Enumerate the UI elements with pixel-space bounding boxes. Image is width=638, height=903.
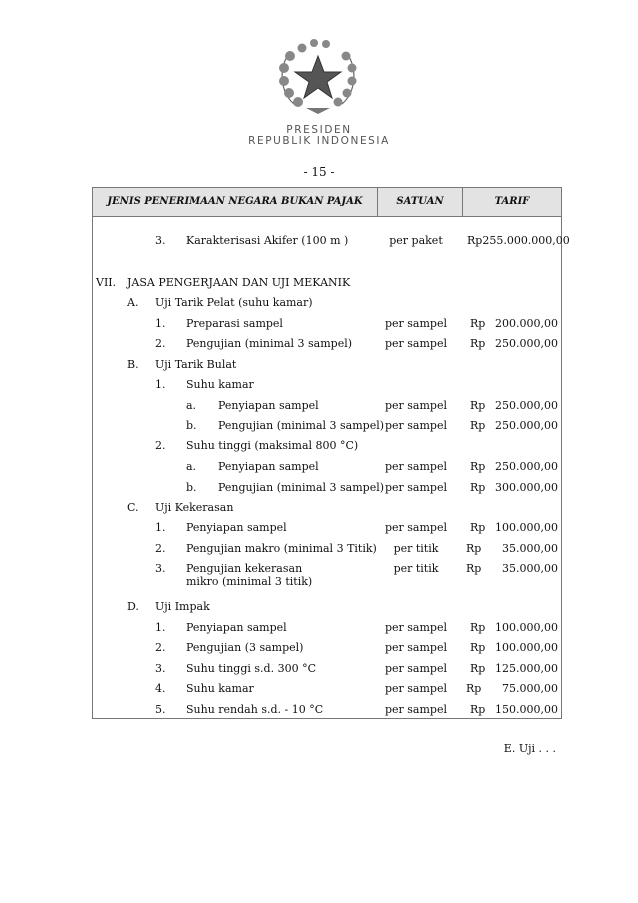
row-currency: Rp xyxy=(466,682,482,695)
header-presiden: PRESIDEN xyxy=(286,124,352,136)
subsection-letter: A. xyxy=(127,296,139,309)
row-currency: Rp xyxy=(470,419,486,432)
row-amount: 250.000,00 xyxy=(495,399,558,412)
row-currency: Rp xyxy=(466,542,482,555)
row-number: 1. xyxy=(155,521,166,534)
row-number: 3. xyxy=(155,662,166,675)
row-amount: 250.000,00 xyxy=(495,460,558,473)
row-amount: 200.000,00 xyxy=(495,317,558,330)
row-currency: Rp xyxy=(466,562,482,575)
row-label: Suhu kamar xyxy=(186,682,254,695)
row-number: 2. xyxy=(155,542,166,555)
row-number: 2. xyxy=(155,337,166,350)
row-satuan: per sampel xyxy=(384,521,447,534)
row-number: 2. xyxy=(155,439,166,452)
row-letter: a. xyxy=(186,460,197,473)
row-satuan: per titik xyxy=(393,562,439,575)
row-currency: Rp xyxy=(470,621,486,634)
column-header-jenis: JENIS PENERIMAAN NEGARA BUKAN PAJAK xyxy=(107,196,363,207)
row-satuan: per sampel xyxy=(384,460,447,473)
row-number: 4. xyxy=(155,682,166,695)
row-number: 5. xyxy=(155,703,166,716)
row-satuan: per titik xyxy=(393,542,439,555)
subsection-title: Uji Tarik Bulat xyxy=(155,358,237,371)
section-title: JASA PENGERJAAN DAN UJI MEKANIK xyxy=(127,276,351,289)
continuation-note: E. Uji . . . xyxy=(503,742,556,755)
row-label: Karakterisasi Akifer (100 m ) xyxy=(186,234,349,247)
row-amount: 150.000,00 xyxy=(495,703,558,716)
row-amount: 100.000,00 xyxy=(495,641,558,654)
row-label: Pengujian (minimal 3 sampel) xyxy=(218,419,385,432)
row-amount: 100.000,00 xyxy=(495,521,558,534)
row-number: 1. xyxy=(155,378,166,391)
row-currency: Rp xyxy=(470,337,486,350)
row-currency: Rp xyxy=(470,460,486,473)
row-letter: b. xyxy=(186,481,197,494)
row-amount: 100.000,00 xyxy=(495,621,558,634)
row-amount: 300.000,00 xyxy=(495,481,558,494)
row-number: 3. xyxy=(155,562,166,575)
column-header-tarif: TARIF xyxy=(494,196,530,207)
row-label: Penyiapan sampel xyxy=(218,460,319,473)
row-satuan: per sampel xyxy=(384,481,447,494)
row-currency: Rp xyxy=(470,662,486,675)
header-republik-indonesia: REPUBLIK INDONESIA xyxy=(248,135,390,147)
presiden-emblem-icon xyxy=(268,34,368,118)
row-satuan: per paket xyxy=(389,234,443,247)
section-number: VII. xyxy=(96,276,117,289)
row-label: Pengujian kekerasan mikro (minimal 3 titik) xyxy=(186,562,313,588)
row-satuan: per sampel xyxy=(384,703,447,716)
row-currency: Rp xyxy=(470,317,486,330)
row-amount: 75.000,00 xyxy=(502,682,558,695)
column-header-satuan: SATUAN xyxy=(396,196,444,207)
row-satuan: per sampel xyxy=(384,621,447,634)
row-satuan: per sampel xyxy=(384,682,447,695)
row-number: 3. xyxy=(155,234,166,247)
subsection-title: Uji Impak xyxy=(155,600,210,613)
table-header xyxy=(93,188,561,217)
row-amount: 125.000,00 xyxy=(495,662,558,675)
row-label: Pengujian (minimal 3 sampel) xyxy=(186,337,353,350)
row-label: Preparasi sampel xyxy=(186,317,283,330)
row-letter: b. xyxy=(186,419,197,432)
row-label: Pengujian makro (minimal 3 Titik) xyxy=(186,542,377,555)
row-currency: Rp xyxy=(470,641,486,654)
row-tarif: Rp255.000.000,00 xyxy=(467,234,570,247)
row-satuan: per sampel xyxy=(384,662,447,675)
star-icon xyxy=(295,56,341,98)
subsection-letter: B. xyxy=(127,358,139,371)
row-label: Suhu tinggi s.d. 300 °C xyxy=(186,662,316,675)
row-label: Penyiapan sampel xyxy=(186,521,287,534)
row-satuan: per sampel xyxy=(384,419,447,432)
row-label: Penyiapan sampel xyxy=(186,621,287,634)
row-satuan: per sampel xyxy=(384,337,447,350)
row-satuan: per sampel xyxy=(384,317,447,330)
row-currency: Rp xyxy=(470,399,486,412)
row-currency: Rp xyxy=(470,521,486,534)
row-number: 1. xyxy=(155,621,166,634)
row-satuan: per sampel xyxy=(384,399,447,412)
row-currency: Rp xyxy=(470,703,486,716)
subsection-title: Uji Tarik Pelat (suhu kamar) xyxy=(155,296,313,309)
row-number: 1. xyxy=(155,317,166,330)
row-label: Pengujian (minimal 3 sampel) xyxy=(218,481,385,494)
row-label: Suhu rendah s.d. - 10 °C xyxy=(186,703,324,716)
subsection-letter: C. xyxy=(127,501,139,514)
row-label: Pengujian (3 sampel) xyxy=(186,641,304,654)
row-amount: 35.000,00 xyxy=(502,562,558,575)
row-satuan: per sampel xyxy=(384,641,447,654)
row-label: Suhu tinggi (maksimal 800 °C) xyxy=(186,439,359,452)
page-number: - 15 - xyxy=(303,165,335,179)
row-currency: Rp xyxy=(470,481,486,494)
row-amount: 35.000,00 xyxy=(502,542,558,555)
row-amount: 250.000,00 xyxy=(495,419,558,432)
row-letter: a. xyxy=(186,399,197,412)
tarif-table xyxy=(92,187,562,719)
row-number: 2. xyxy=(155,641,166,654)
subsection-letter: D. xyxy=(127,600,139,613)
subsection-title: Uji Kekerasan xyxy=(155,501,234,514)
row-label: Suhu kamar xyxy=(186,378,254,391)
row-amount: 250.000,00 xyxy=(495,337,558,350)
row-label: Penyiapan sampel xyxy=(218,399,319,412)
